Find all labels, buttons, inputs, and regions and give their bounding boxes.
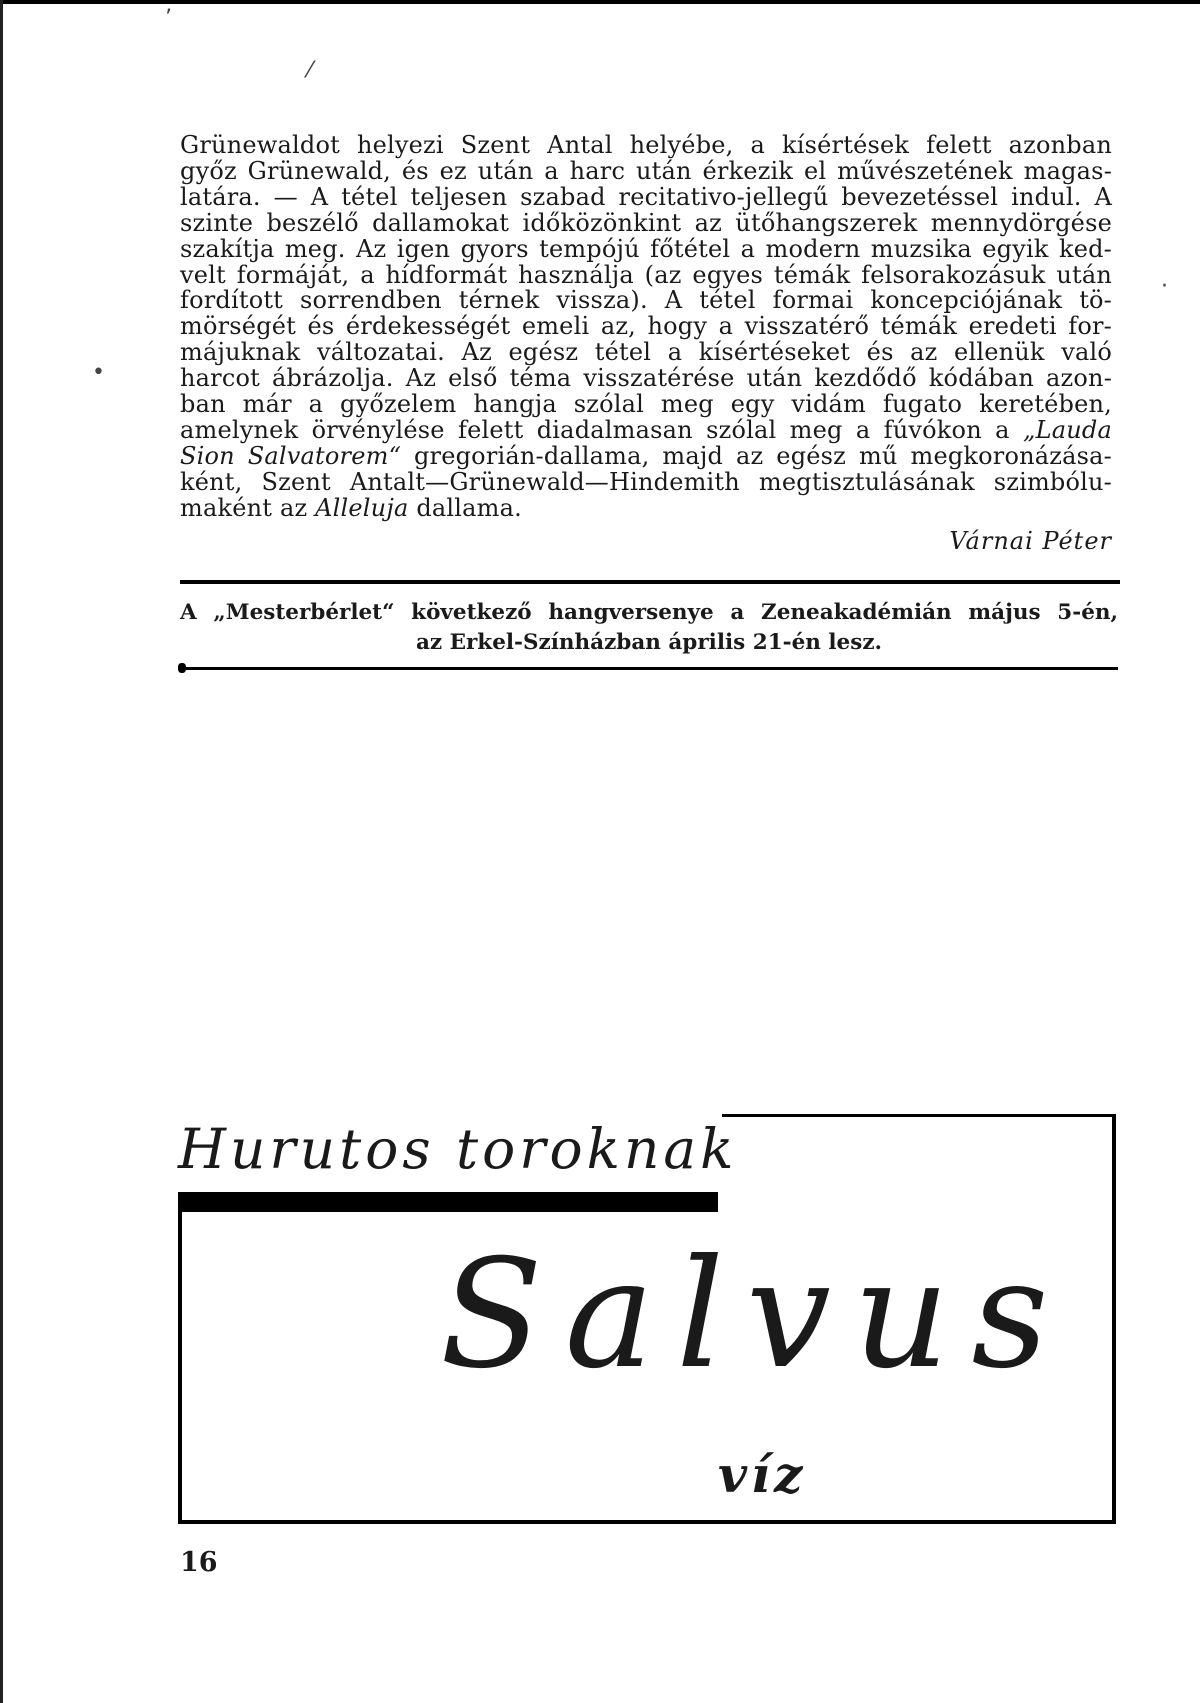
- ad-subline: víz: [718, 1445, 807, 1504]
- article-line: szakítja meg. Az igen gyors tempójú főtétel a modern muzsika egyik ked-: [180, 234, 1112, 263]
- speck-mark: •: [92, 360, 105, 385]
- article-line: [180, 415, 1112, 444]
- rule-end-mark: [178, 663, 186, 673]
- article-line: harcot ábrázolja. Az első téma visszatérése után kezdődő kódában azon-: [180, 364, 1112, 393]
- article-line: [180, 493, 1112, 522]
- ad-frame-top: [722, 1114, 1116, 1117]
- notice-bottom-rule: [180, 667, 1118, 670]
- article-body: [180, 133, 1112, 522]
- article-line-text: maként az: [180, 493, 316, 522]
- page-top-edge: [0, 0, 1200, 4]
- ad-headline: Hurutos toroknak: [178, 1117, 738, 1181]
- notice-line-2: az Erkel-Színházban április 21-én lesz.: [415, 630, 883, 655]
- article-line: májuknak változatai. Az egész tétel a kísértéseket és az ellenük való: [180, 338, 1112, 367]
- ad-frame-right: [1112, 1114, 1116, 1524]
- article-line: ban már a győzelem hangja szólal meg egy vidám fugato keretében,: [180, 390, 1112, 419]
- alleluja-title: Alleluja: [315, 493, 409, 522]
- article-line: ként, Szent Antalt—Grünewald—Hindemith megtisztulásának szimbólu-: [180, 467, 1112, 496]
- speck-mark: ⁄: [308, 58, 312, 83]
- speck-mark: ·: [1161, 274, 1168, 299]
- concert-notice: [180, 598, 1118, 658]
- ad-brand-logo: Salvus: [440, 1228, 1071, 1402]
- page-left-edge: [0, 0, 3, 1703]
- speck-mark: ’: [165, 6, 172, 31]
- notice-top-rule: [180, 580, 1120, 584]
- author-signature: Várnai Péter: [949, 527, 1112, 555]
- article-line-text: gregorián-dallama, majd az egész mű megkoronázása-: [401, 441, 1112, 470]
- article-line: mörségét és érdekességét emeli az, hogy a visszatérő témák eredeti for-: [180, 312, 1112, 341]
- article-line: latára. — A tétel teljesen szabad recitativo-jellegű bevezetéssel indul. A: [180, 182, 1112, 211]
- article-line: Grünewaldot helyezi Szent Antal helyébe, a kísértések felett azonban: [180, 131, 1112, 159]
- ad-frame-bottom: [178, 1520, 1116, 1524]
- ad-heavy-bar: [178, 1192, 718, 1212]
- article-line-text: amelynek örvénylése felett diadalmasan szólal meg a fúvókon a: [180, 415, 1010, 444]
- notice-line-1: A „Mesterbérlet“ következő hangversenye a Zeneakadémián május 5-én,: [180, 600, 1118, 625]
- quote-title-start: „Lauda: [1022, 415, 1112, 444]
- quote-title-end: Sion Salvatorem“: [180, 441, 402, 470]
- page-number: 16: [180, 1547, 218, 1578]
- article-line-text: dallama.: [408, 493, 522, 522]
- article-line: szinte beszélő dallamokat időközönkint az ütőhangszerek mennydörgése: [180, 208, 1112, 237]
- article-line: [180, 441, 1112, 470]
- article-line: győz Grünewald, és ez után a harc után érkezik el művészetének magas-: [180, 156, 1112, 185]
- article-line: fordított sorrendben térnek vissza). A tétel formai koncepciójának tö-: [180, 286, 1112, 315]
- ad-frame-left: [178, 1192, 182, 1524]
- article-line: velt formáját, a hídformát használja (az egyes témák felsorakozásuk után: [180, 260, 1112, 289]
